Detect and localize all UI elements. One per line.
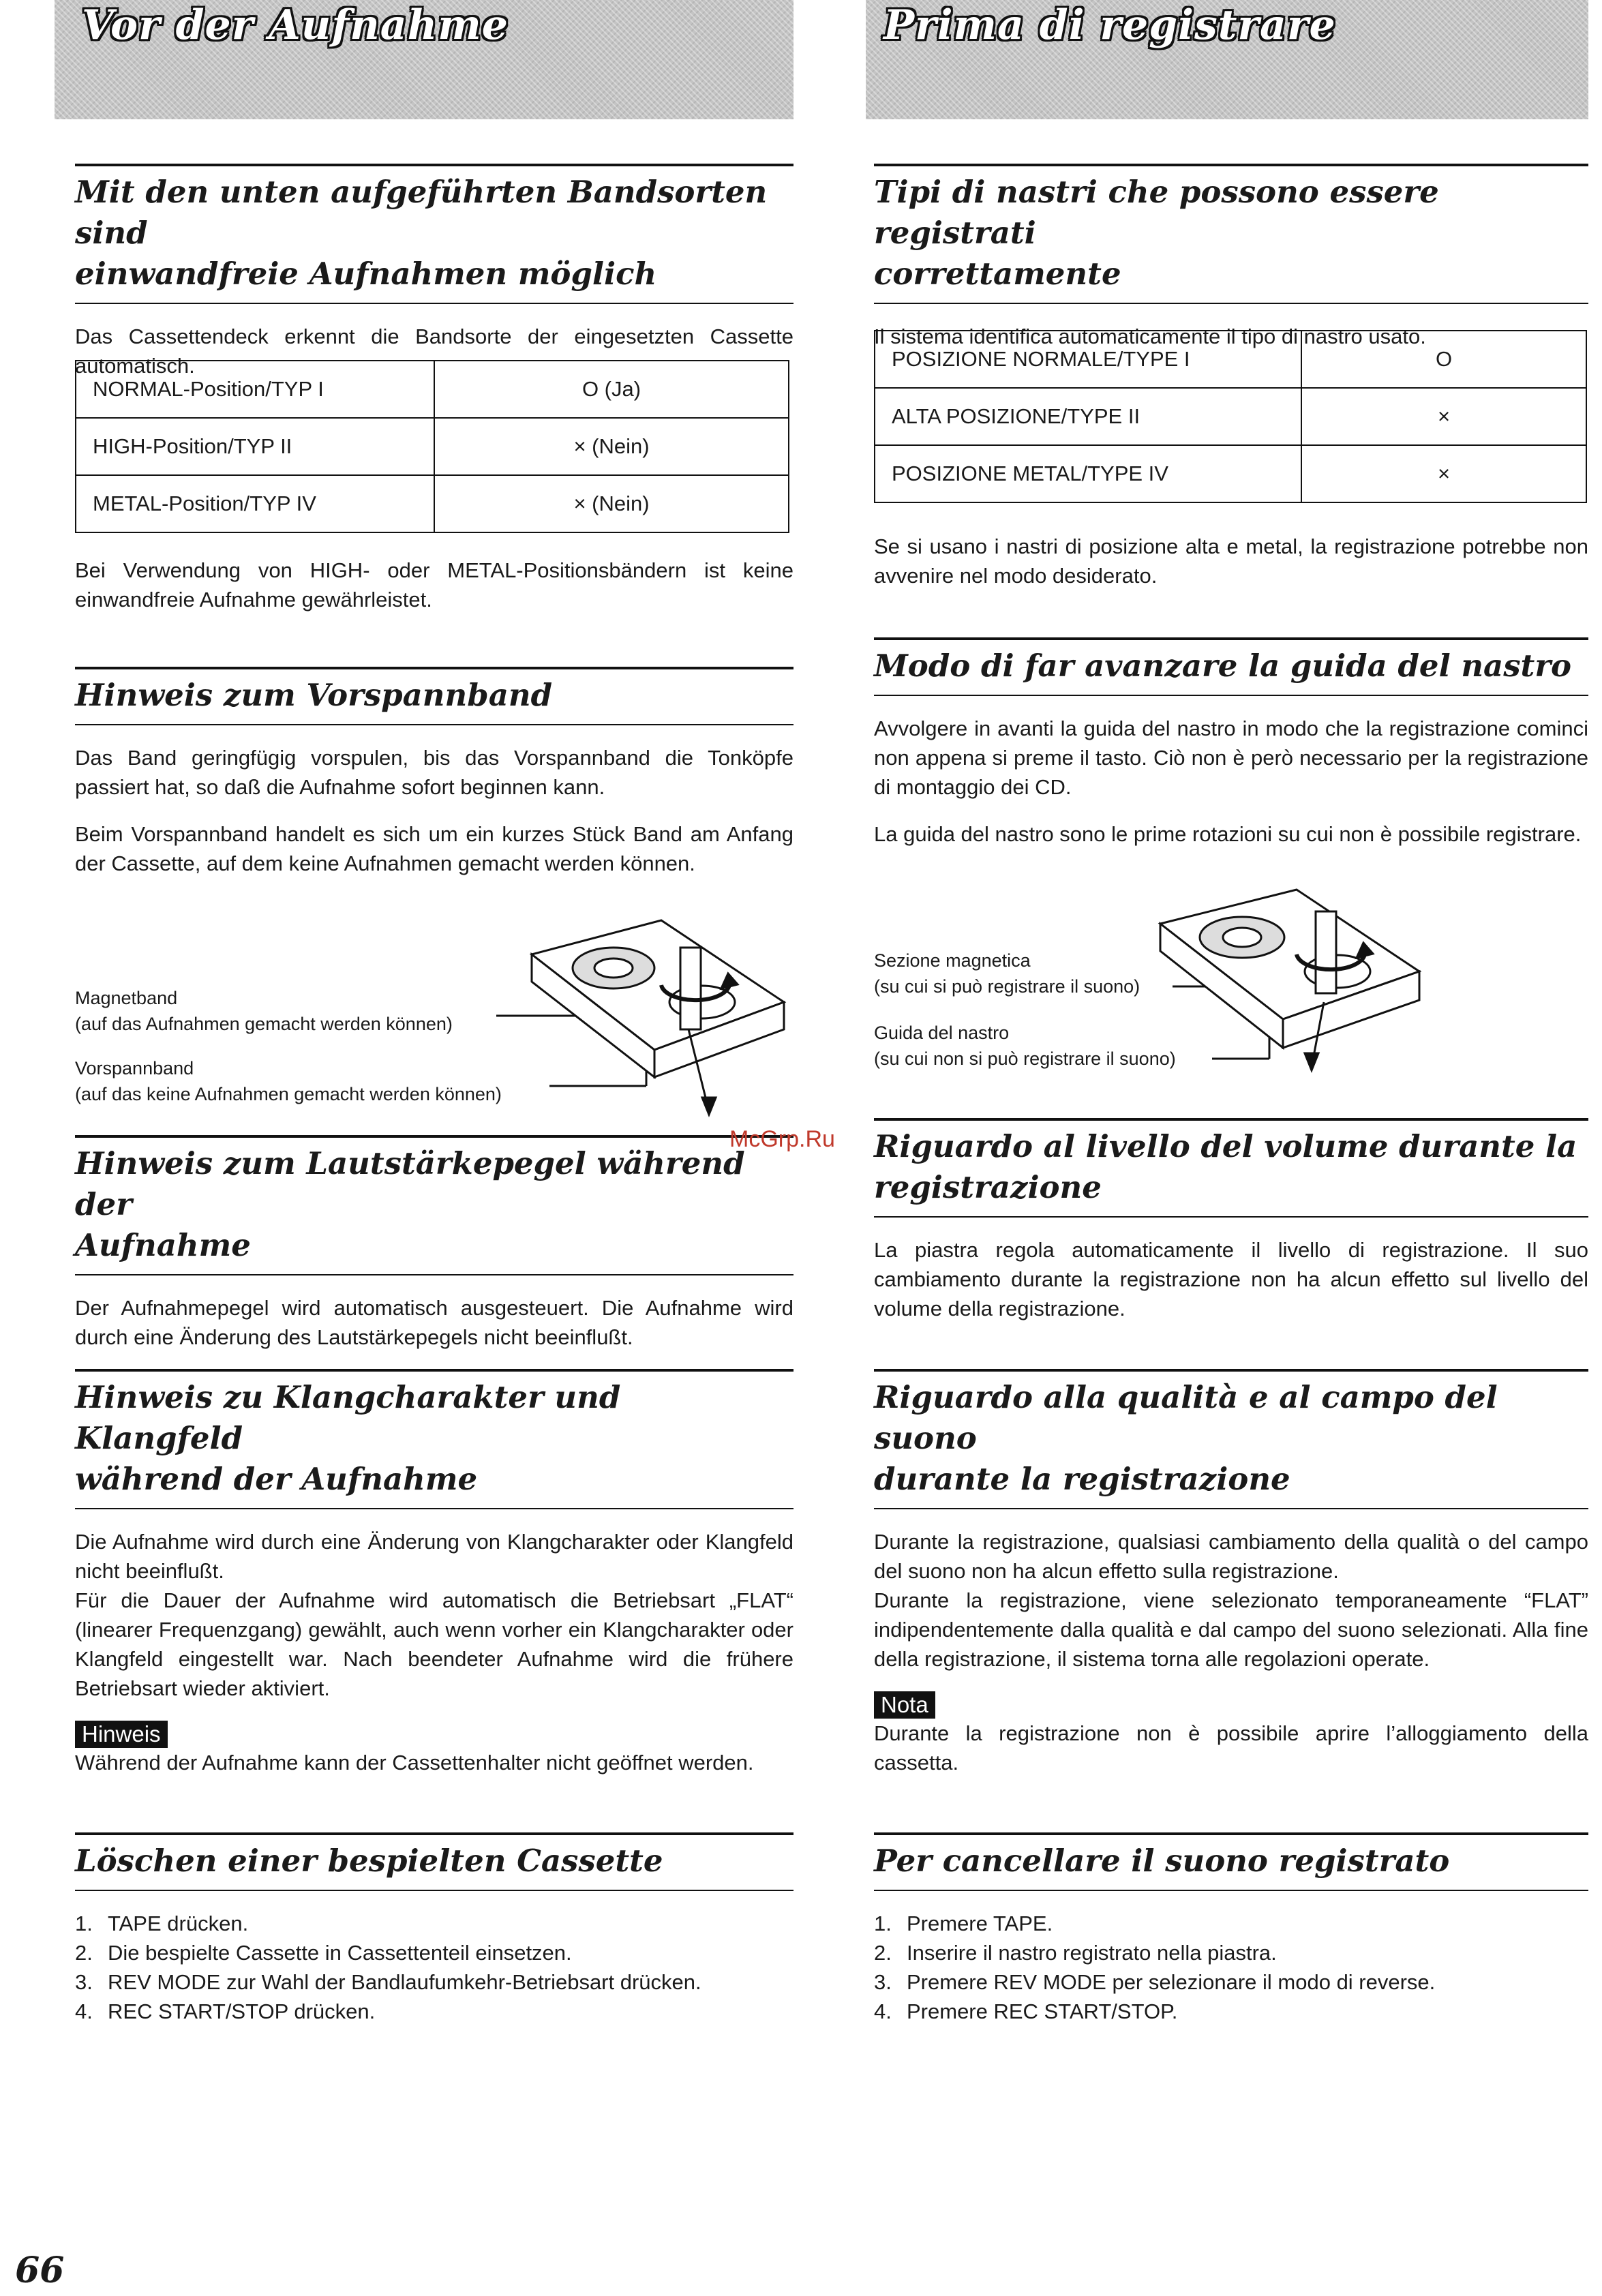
heading-text: Hinweis zum Lautstärkepegel während der Aufnahme bbox=[75, 1145, 745, 1263]
heading-text: Tipi di nastri che possono essere registrati correttamente bbox=[874, 174, 1439, 292]
section-heading bbox=[75, 1369, 794, 1509]
tape-types-note-it bbox=[874, 532, 1588, 590]
step-number: 3. bbox=[874, 1970, 892, 1994]
list-item bbox=[75, 1967, 794, 1997]
step-number: 2. bbox=[75, 1941, 93, 1965]
section-heading bbox=[75, 1135, 794, 1275]
section-heading bbox=[874, 1369, 1588, 1509]
table-row bbox=[875, 331, 1586, 388]
table-row bbox=[76, 475, 789, 532]
note-badge: Hinweis bbox=[75, 1721, 168, 1748]
table-row bbox=[875, 388, 1586, 445]
italian-page-title: Prima di registrare bbox=[883, 1, 1336, 49]
step-number: 1. bbox=[874, 1912, 892, 1935]
cassette-leader-diagram bbox=[75, 893, 794, 1118]
table-cell-value: O (Ja) bbox=[434, 361, 789, 418]
tape-types-intro: Das Cassettendeck erkennt die Bandsorte der eingesetzten Cassette automatisch. bbox=[75, 324, 794, 378]
table-cell-value: × bbox=[1301, 388, 1586, 445]
heading-text: Riguardo al livello del volume durante la registrazione bbox=[874, 1128, 1577, 1205]
label-subtitle: (auf das keine Aufnahmen gemacht werden können) bbox=[75, 1084, 502, 1104]
watermark-link[interactable]: McGrp.Ru bbox=[729, 1126, 835, 1152]
italian-column bbox=[874, 0, 1588, 2296]
heading-text: Per cancellare il suono registrato bbox=[874, 1843, 1450, 1879]
heading-text: Mit den unten aufgeführten Bandsorten sind einwandfreie Aufnahmen möglich bbox=[75, 174, 768, 292]
step-text: Premere REV MODE per selezionare il modo di reverse. bbox=[907, 1970, 1436, 1994]
volume-paragraph: Der Aufnahmepegel wird automatisch ausgesteuert. Die Aufnahme wird durch eine Änderung des Lautstärkepegels nicht beeinflußt. bbox=[75, 1296, 794, 1349]
tape-types-note: Bei Verwendung von HIGH- oder METAL-Positionsbändern ist keine einwandfreie Aufnahme gewährleistet. bbox=[75, 558, 794, 611]
step-number: 2. bbox=[874, 1941, 892, 1965]
italian-title-banner bbox=[866, 0, 1588, 119]
step-text: Premere TAPE. bbox=[907, 1912, 1053, 1935]
heading-text: Löschen einer bespielten Cassette bbox=[75, 1843, 663, 1879]
step-text: TAPE drücken. bbox=[108, 1912, 249, 1935]
table-cell-type: METAL-Position/TYP IV bbox=[76, 475, 434, 532]
step-text: REV MODE zur Wahl der Bandlaufumkehr-Betriebsart drücken. bbox=[108, 1970, 701, 1994]
label-title: Guida del nastro bbox=[874, 1023, 1010, 1043]
note-text: Durante la registrazione non è possibile aprire l’alloggiamento della cassetta. bbox=[874, 1721, 1588, 1774]
erase-section-de bbox=[75, 1832, 794, 2026]
section-heading bbox=[874, 1118, 1588, 1218]
sound-paragraph-2: Für die Dauer der Aufnahme wird automatisch die Betriebsart „FLAT“ (linearer Frequenzgang) gewählt, auch wenn vorher ein Klangcharakter oder Klangfeld eingestellt war. Nach beendeter Aufnahme wird die frühere Betriebsart wieder aktiviert. bbox=[75, 1588, 794, 1700]
sound-paragraph-1: Die Aufnahme wird durch eine Änderung von Klangcharakter oder Klangfeld nicht beeinflußt. bbox=[75, 1530, 794, 1583]
label-title: Vorspannband bbox=[75, 1058, 194, 1078]
table-row bbox=[875, 445, 1586, 502]
heading-text: Hinweis zum Vorspannband bbox=[75, 677, 553, 713]
tape-types-table-de bbox=[75, 360, 789, 533]
tape-types-note: Se si usano i nastri di posizione alta e metal, la registrazione potrebbe non avvenire nel modo desiderato. bbox=[874, 534, 1588, 588]
section-heading bbox=[874, 637, 1588, 696]
table-cell-type: POSIZIONE METAL/TYPE IV bbox=[875, 445, 1301, 502]
german-page-title: Vor der Aufnahme bbox=[82, 1, 509, 49]
step-text: Premere REC START/STOP. bbox=[907, 1999, 1178, 2023]
list-item bbox=[75, 1997, 794, 2026]
list-item bbox=[75, 1909, 794, 1938]
step-text: REC START/STOP drücken. bbox=[108, 1999, 376, 2023]
tape-types-intro: Il sistema identifica automaticamente il tipo di nastro usato. bbox=[874, 324, 1426, 348]
label-subtitle: (su cui non si può registrare il suono) bbox=[874, 1048, 1176, 1069]
volume-section-it bbox=[874, 1118, 1588, 1323]
note-text: Während der Aufnahme kann der Cassettenhalter nicht geöffnet werden. bbox=[75, 1751, 754, 1774]
volume-paragraph: La piastra regola automaticamente il livello di registrazione. Il suo cambiamento durante la registrazione non ha alcun effetto sul livello del volume della registrazione. bbox=[874, 1238, 1588, 1320]
cassette-guide-diagram bbox=[874, 869, 1588, 1074]
tape-types-section-it bbox=[874, 164, 1588, 351]
step-text: Inserire il nastro registrato nella piastra. bbox=[907, 1941, 1277, 1965]
table-cell-type: HIGH-Position/TYP II bbox=[76, 418, 434, 475]
table-row bbox=[76, 418, 789, 475]
leader-paragraph-1: Das Band geringfügig vorspulen, bis das Vorspannband die Tonköpfe passiert hat, so daß die Aufnahme sofort beginnen kann. bbox=[75, 746, 794, 799]
tape-types-note-de bbox=[75, 556, 794, 614]
section-heading bbox=[75, 1832, 794, 1891]
heading-text: Modo di far avanzare la guida del nastro bbox=[874, 648, 1572, 684]
step-text: Die bespielte Cassette in Cassettenteil einsetzen. bbox=[108, 1941, 572, 1965]
table-cell-type: NORMAL-Position/TYP I bbox=[76, 361, 434, 418]
leader-section-it bbox=[874, 637, 1588, 849]
section-heading bbox=[874, 1832, 1588, 1891]
table-row bbox=[76, 361, 789, 418]
table-cell-value: × (Nein) bbox=[434, 418, 789, 475]
step-number: 3. bbox=[75, 1970, 93, 1994]
list-item bbox=[75, 1938, 794, 1967]
page-number: 66 bbox=[15, 2250, 65, 2291]
list-item bbox=[874, 1909, 1588, 1938]
sound-paragraph-1: Durante la registrazione, qualsiasi cambiamento della qualità o del campo del suono non ha alcun effetto sulla registrazione. bbox=[874, 1530, 1588, 1583]
table-cell-type: ALTA POSIZIONE/TYPE II bbox=[875, 388, 1301, 445]
leader-paragraph-2: La guida del nastro sono le prime rotazioni su cui non è possibile registrare. bbox=[874, 822, 1582, 846]
table-cell-type: POSIZIONE NORMALE/TYPE I bbox=[875, 331, 1301, 388]
heading-text: Hinweis zu Klangcharakter und Klangfeld während der Aufnahme bbox=[75, 1379, 621, 1497]
german-title-banner bbox=[55, 0, 794, 119]
step-number: 4. bbox=[874, 1999, 892, 2023]
leader-paragraph-1: Avvolgere in avanti la guida del nastro in modo che la registrazione cominci non appena si preme il tasto. Ciò non è però necessario per la registrazione di montaggio dei CD. bbox=[874, 716, 1588, 799]
note-badge: Nota bbox=[874, 1691, 935, 1719]
section-heading bbox=[75, 667, 794, 725]
tape-types-table-it bbox=[874, 330, 1587, 503]
sound-section-it bbox=[874, 1369, 1588, 1777]
sound-section-de bbox=[75, 1369, 794, 1777]
list-item bbox=[874, 1967, 1588, 1997]
label-subtitle: (auf das Aufnahmen gemacht werden können) bbox=[75, 1014, 453, 1034]
table-cell-value: × bbox=[1301, 445, 1586, 502]
heading-text: Riguardo alla qualità e al campo del suono durante la registrazione bbox=[874, 1379, 1498, 1497]
note-block bbox=[75, 1721, 794, 1777]
label-title: Sezione magnetica bbox=[874, 950, 1031, 971]
tape-types-section-de bbox=[75, 164, 794, 380]
list-item bbox=[874, 1997, 1588, 2026]
leader-paragraph-2: Beim Vorspannband handelt es sich um ein kurzes Stück Band am Anfang der Cassette, auf dem keine Aufnahmen gemacht werden können. bbox=[75, 822, 794, 875]
label-subtitle: (su cui si può registrare il suono) bbox=[874, 976, 1140, 997]
section-heading bbox=[874, 164, 1588, 304]
sound-paragraph-2: Durante la registrazione, viene selezionato temporaneamente “FLAT” indipendentemente dalla qualità e dal campo del suono selezionati. Alla fine della registrazione, il sistema torna alle regolazioni operate. bbox=[874, 1588, 1588, 1671]
label-title: Magnetband bbox=[75, 988, 178, 1008]
table-cell-value: × (Nein) bbox=[434, 475, 789, 532]
step-number: 4. bbox=[75, 1999, 93, 2023]
volume-section-de bbox=[75, 1135, 794, 1352]
german-column bbox=[75, 0, 794, 2296]
step-number: 1. bbox=[75, 1912, 93, 1935]
list-item bbox=[874, 1938, 1588, 1967]
leader-section-de bbox=[75, 667, 794, 878]
table-cell-value: O bbox=[1301, 331, 1586, 388]
note-block bbox=[874, 1691, 1588, 1777]
section-heading bbox=[75, 164, 794, 304]
erase-steps bbox=[75, 1909, 794, 2026]
erase-section-it bbox=[874, 1832, 1588, 2026]
erase-steps bbox=[874, 1909, 1588, 2026]
